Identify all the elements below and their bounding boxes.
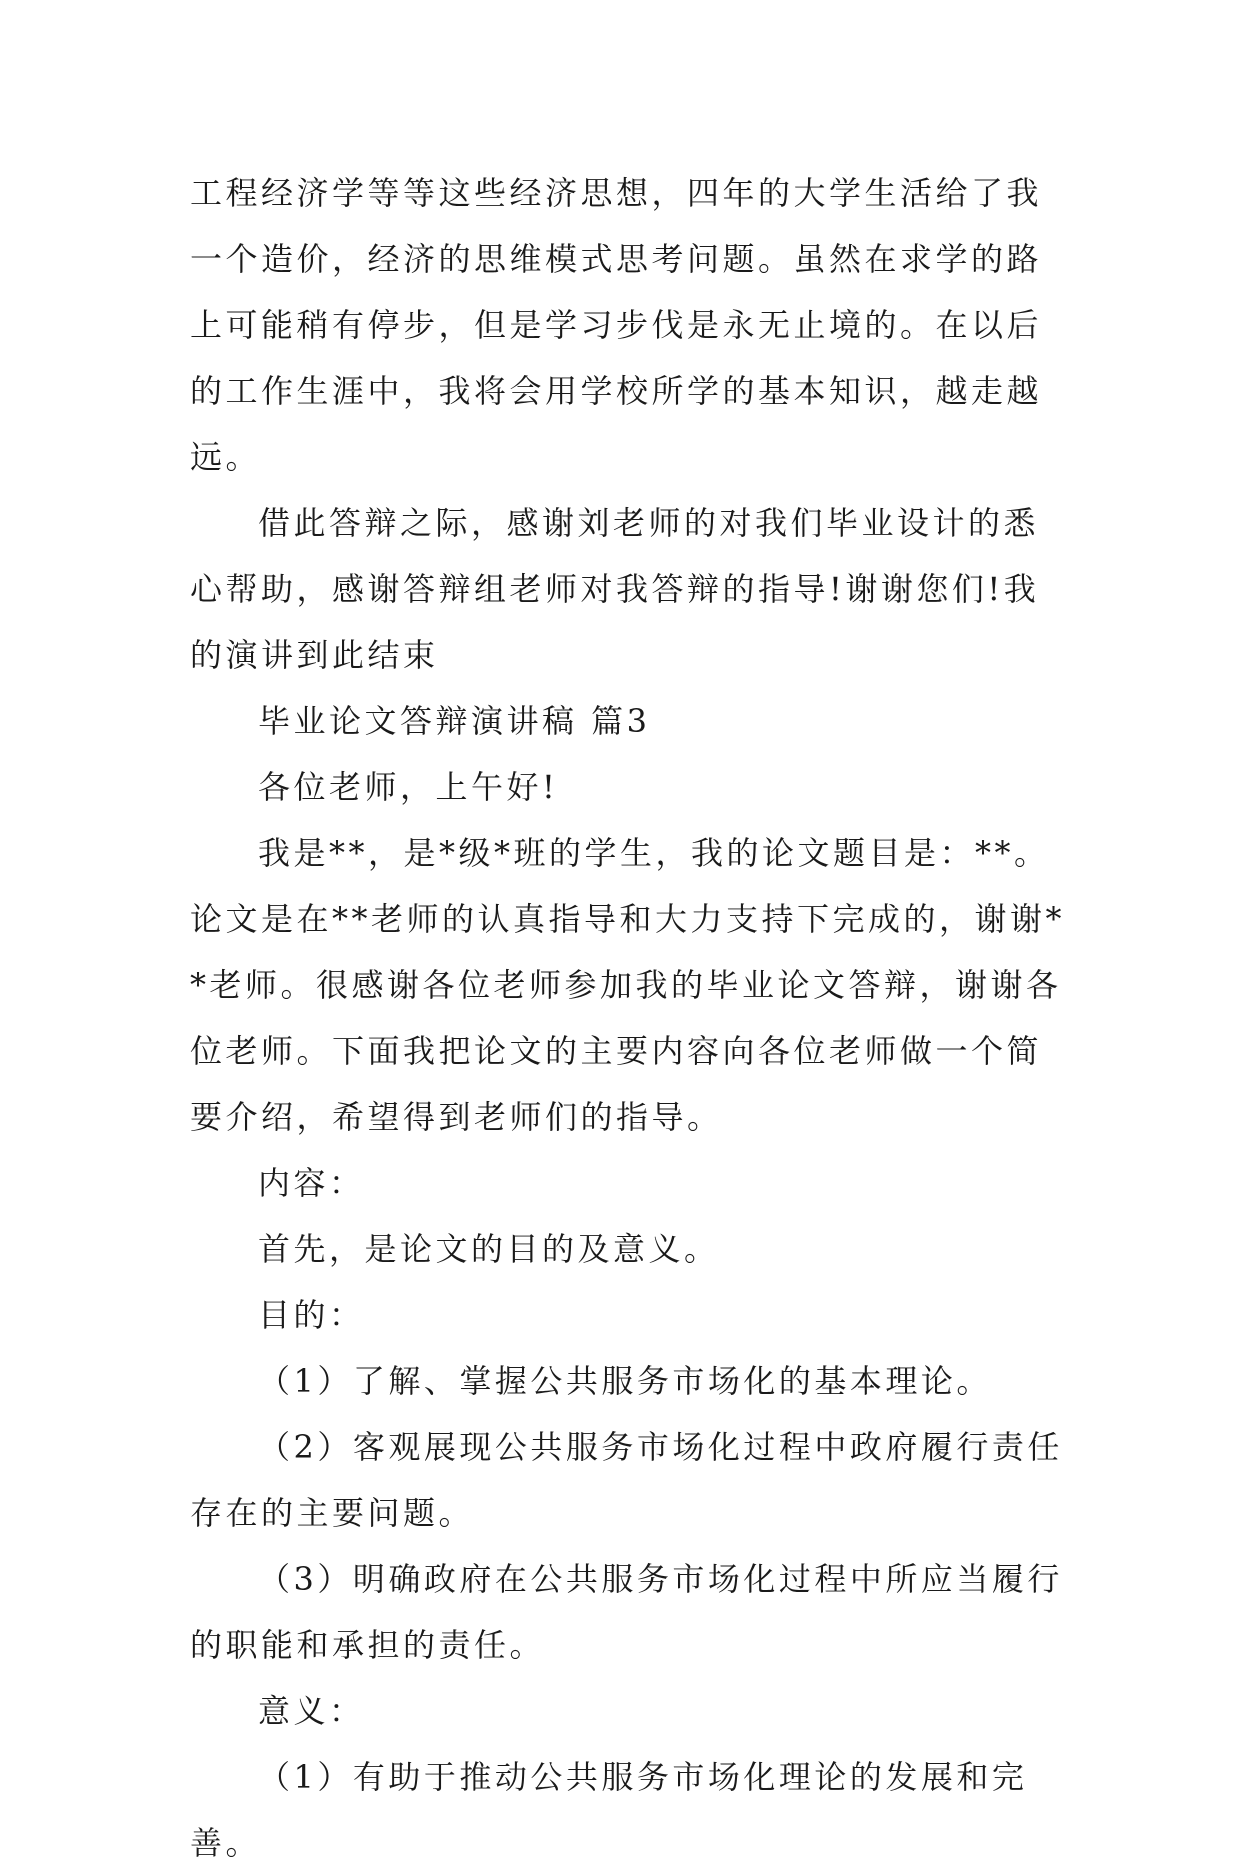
document-body bbox=[190, 160, 1070, 1876]
purpose-item-3: （3）明确政府在公共服务市场化过程中所应当履行的职能和承担的责任。 bbox=[190, 1560, 1063, 1664]
paragraph-economics-thoughts: 工程经济学等等这些经济思想，四年的大学生活给了我一个造价，经济的思维模式思考问题。虽然在求学的路上可能稍有停步，但是学习步伐是永无止境的。在以后的工作生涯中，我将会用学校所学的基本知识，越走越远。 bbox=[190, 174, 1043, 476]
paragraph-thanks: 借此答辩之际，感谢刘老师的对我们毕业设计的悉心帮助，感谢答辩组老师对我答辩的指导!谢谢您们!我的演讲到此结束 bbox=[190, 504, 1040, 674]
paragraph-greeting: 各位老师，上午好! bbox=[258, 768, 559, 806]
significance-item-1: （1）有助于推动公共服务市场化理论的发展和完善。 bbox=[190, 1758, 1028, 1862]
purpose-item-1: （1）了解、掌握公共服务市场化的基本理论。 bbox=[258, 1362, 992, 1400]
label-significance: 意义： bbox=[258, 1692, 365, 1730]
label-content: 内容： bbox=[258, 1164, 365, 1202]
paragraph-purpose-intro: 首先，是论文的目的及意义。 bbox=[258, 1230, 720, 1268]
label-purpose: 目的： bbox=[258, 1296, 365, 1334]
purpose-item-2: （2）客观展现公共服务市场化过程中政府履行责任存在的主要问题。 bbox=[190, 1428, 1063, 1532]
section-heading-speech-3: 毕业论文答辩演讲稿 篇3 bbox=[258, 702, 651, 740]
paragraph-introduction: 我是**，是*级*班的学生，我的论文题目是：**。论文是在**老师的认真指导和大力支持下完成的，谢谢**老师。很感谢各位老师参加我的毕业论文答辩，谢谢各位老师。下面我把论文的主要内容向各位老师做一个简要介绍，希望得到老师们的指导。 bbox=[190, 834, 1066, 1136]
